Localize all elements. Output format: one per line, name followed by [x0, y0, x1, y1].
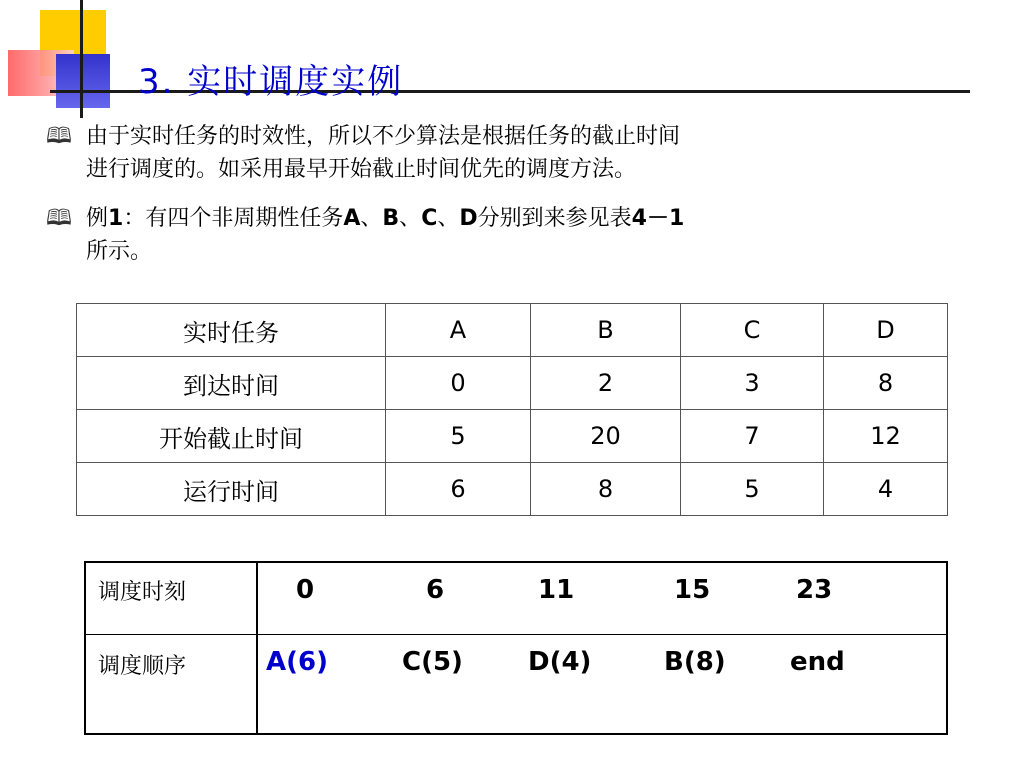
schedule-order-item: D(4)	[528, 647, 592, 677]
slide-title: 3. 实时调度实例	[138, 62, 404, 102]
table-cell: C	[681, 304, 824, 357]
schedule-order-item: A(6)	[266, 647, 328, 677]
table-divider	[256, 563, 258, 733]
schedule-time: 15	[674, 575, 711, 605]
schedule-time: 0	[296, 575, 315, 605]
paragraph-1-line-2: 进行调度的。如采用最早开始截止时间优先的调度方法。	[86, 157, 637, 182]
table-cell: B	[531, 304, 681, 357]
table-cell: 7	[681, 410, 824, 463]
table-cell: 2	[531, 357, 681, 410]
table-cell: 5	[681, 463, 824, 516]
table-row	[77, 463, 948, 516]
schedule-order-item: B(8)	[664, 647, 726, 677]
schedule-time: 11	[538, 575, 575, 605]
table-cell: 20	[531, 410, 681, 463]
table-cell: 6	[386, 463, 531, 516]
table-cell: 实时任务	[77, 304, 386, 357]
schedule-table	[84, 561, 948, 735]
table-cell: 8	[531, 463, 681, 516]
table-cell: 开始截止时间	[77, 410, 386, 463]
paragraph-1	[46, 120, 1006, 186]
table-header-row	[77, 304, 948, 357]
schedule-time-label: 调度时刻	[98, 580, 187, 605]
task-table	[76, 303, 948, 516]
table-cell: 5	[386, 410, 531, 463]
decor-vertical-line	[80, 0, 83, 118]
table-row	[77, 357, 948, 410]
paragraph-1-line-1: 由于实时任务的时效性，所以不少算法是根据任务的截止时间	[86, 124, 681, 149]
schedule-order-label: 调度顺序	[98, 654, 187, 679]
table-cell: 到达时间	[77, 357, 386, 410]
table-cell: A	[386, 304, 531, 357]
table-cell: 4	[824, 463, 948, 516]
paragraph-2-line-2: 所示。	[86, 239, 153, 264]
table-cell: 0	[386, 357, 531, 410]
schedule-time: 23	[796, 575, 833, 605]
table-cell: D	[824, 304, 948, 357]
table-cell: 12	[824, 410, 948, 463]
table-cell: 3	[681, 357, 824, 410]
table-divider	[86, 634, 946, 635]
decor-blue-square	[56, 54, 110, 108]
paragraph-2: 🕮 例1：有四个非周期性任务A、B、C、D分别到来参见表4－1 所示。	[46, 202, 1006, 268]
table-cell: 运行时间	[77, 463, 386, 516]
schedule-order-item: C(5)	[402, 647, 463, 677]
schedule-order-item: end	[790, 647, 845, 677]
table-cell: 8	[824, 357, 948, 410]
schedule-time: 6	[426, 575, 445, 605]
book-bullet-icon: 🕮	[46, 206, 72, 231]
table-row	[77, 410, 948, 463]
book-bullet-icon: 🕮	[46, 124, 72, 149]
